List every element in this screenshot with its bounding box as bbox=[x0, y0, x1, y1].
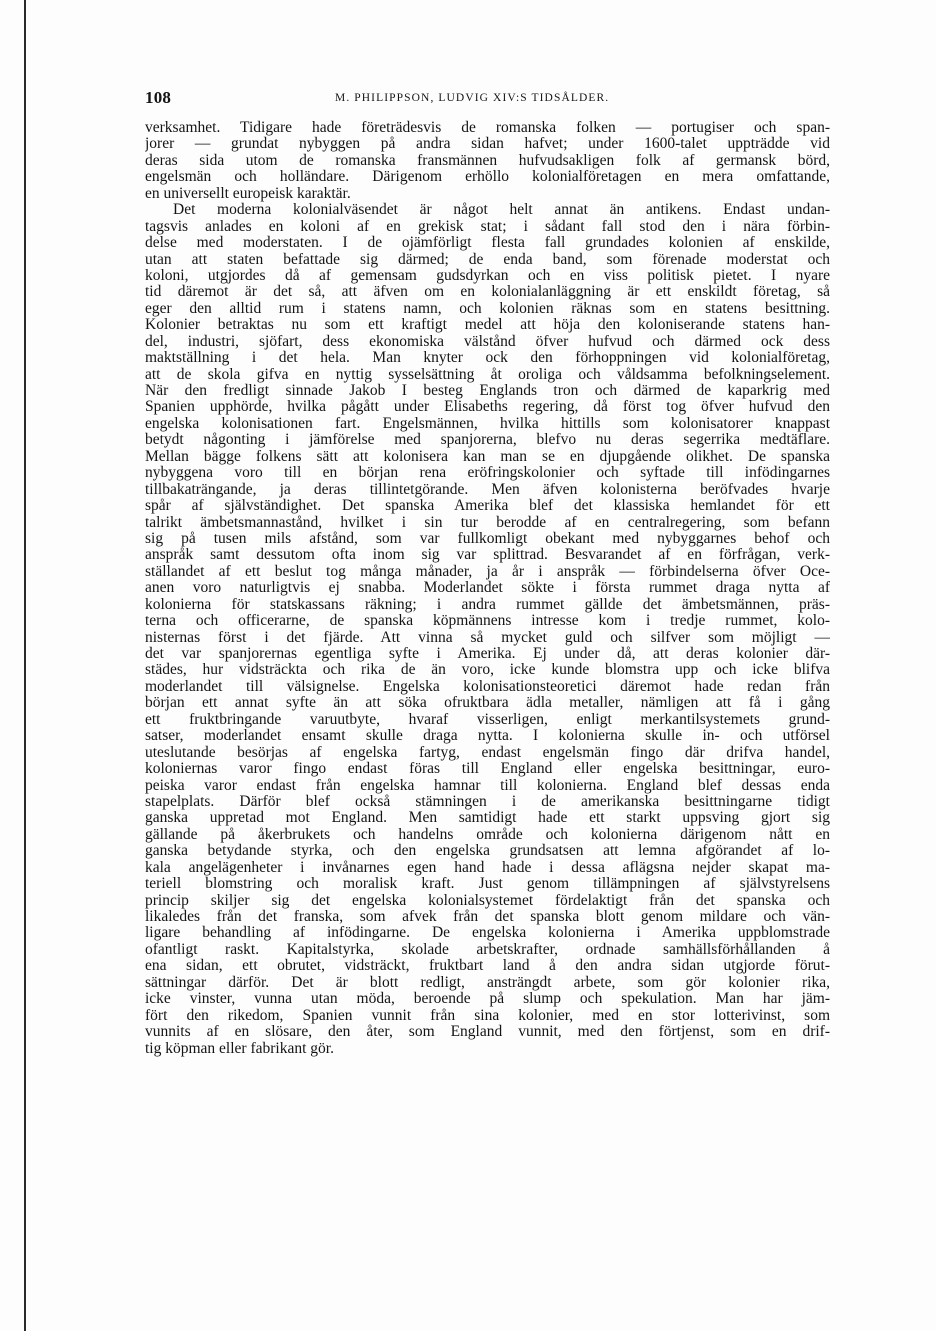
text-line: Kolonier betraktas nu som ett kraftigt medel att höja den koloniserande statens han- bbox=[145, 317, 830, 334]
body-text bbox=[145, 120, 830, 1057]
text-line: tig köpman eller fabrikant gör. bbox=[145, 1040, 334, 1057]
text-line: kala angelägenheter i invånarnes egen hand hade i dessa aflägsna nejder skapat ma- bbox=[145, 859, 830, 876]
running-head: M. PHILIPPSON, LUDVIG XIV:S TIDSÅLDER. bbox=[335, 92, 610, 104]
text-line: Spanien upphörde, hvilka pågått under Elisabeths regering, då först tog öfver hufvud den bbox=[145, 399, 830, 416]
text-line: nybyggena voro till en början rena eröfringskolonier och syftade till infödingarnes bbox=[145, 465, 830, 482]
text-line: början ett annat syfte än att söka ofruktbara ädla metaller, nämligen att få i gång bbox=[145, 695, 830, 712]
text-line: nisternas först i det fjärde. Att vinna så mycket guld och silfver som möjligt — bbox=[145, 629, 830, 646]
text-line: sig på tusen mils afstånd, som var fullkomligt obekant med nybyggarnes behof och bbox=[145, 530, 830, 547]
text-line: städes, hur vidsträckta och rika de än voro, icke kunde blomstra upp och icke blifva bbox=[145, 662, 830, 679]
text-line: verksamhet. Tidigare hade företrädesvis de romanska folken — portugiser och span- bbox=[145, 120, 830, 136]
text-line: sättningar därför. Det är blott redligt, ansträngdt arbete, som gör kolonier rika, bbox=[145, 974, 830, 991]
text-line: betydt någonting i jämförelse med spanjorerna, blefvo nu deras segerrika medtäflare. bbox=[145, 432, 830, 449]
text-line: delse med moderstaten. I de ojämförligt flesta fall grundades kolonien af enskilde, bbox=[145, 235, 830, 252]
paragraph bbox=[145, 202, 830, 1057]
paragraph bbox=[145, 120, 830, 202]
text-line: teriell blomstring och moralisk kraft. Just genom tillämpningen af självstyrelsens bbox=[145, 876, 830, 893]
text-line: det var spanjorernas egentliga syfte i Amerika. Ej under då, att deras kolonier där- bbox=[145, 646, 830, 662]
page-number: 108 bbox=[145, 88, 172, 107]
text-line: spår af självständighet. Det spanska Amerika blef det klassiska hemlandet för ett bbox=[145, 498, 830, 515]
text-line: ena sidan, ett obrutet, vidsträckt, fruktbart land å den andra sidan utgjorde förut- bbox=[145, 958, 830, 975]
text-line: stapelplats. Därför blef också stämningen i de amerikanska besittningarne tidigt bbox=[145, 793, 830, 810]
text-line: moderlandet till välsignelse. Engelska kolonisationsteoretici däremot hade redan från bbox=[145, 678, 830, 695]
text-line: likaledes från det franska, som afvek från det spanska blott genom mildare och vän- bbox=[145, 909, 830, 925]
text-line: princip skiljer sig det engelska kolonialsystemet fördelaktigt från det spanska och bbox=[145, 892, 830, 909]
text-line: icke vinster, vunna utan möda, beroende på slump och spekulation. Man har jäm- bbox=[145, 991, 830, 1008]
text-line: Det moderna kolonialväsendet är något helt annat än antikens. Endast undan- bbox=[173, 202, 830, 219]
text-line: ligare behandling af infödingarne. De engelska kolonierna i Amerika uppblomstrade bbox=[145, 925, 830, 942]
text-line: att de skola gifva en nyttig sysselsättning åt oroliga och våldsamma befolkningselement. bbox=[145, 366, 830, 383]
text-line: eger den alltid rum i statens namn, och kolonien räknas som en statens besittning. bbox=[145, 300, 830, 317]
text-line: ofantligt raskt. Kapitalstyrka, skolade arbetskrafter, ordnade samhällsförhållanden å bbox=[145, 941, 830, 958]
text-line: ganska uppretad mot England. Men samtidigt hade ett starkt uppsving gjort sig bbox=[145, 810, 830, 827]
text-line: engelska kolonisationen fart. Engelsmännen, hvilka hittills som kolonisatorer knappast bbox=[145, 415, 830, 432]
text-line: anspråk samt dessutom ofta inom sig var splittrad. Besvarandet af en förfrågan, verk- bbox=[145, 547, 830, 564]
text-line: utan att staten befattade sig därmed; de enda band, som förenade moderstat och bbox=[145, 251, 830, 268]
text-line: fört den rikedom, Spanien vunnit från sina kolonier, med en stor lotterivinst, som bbox=[145, 1007, 830, 1024]
text-line: tid däremot är det så, att äfven om en kolonialanläggning är ett enskildt företag, så bbox=[145, 284, 830, 301]
text-line: terna och officerarne, de spanska köpmännens intresse kom i tredje rummet, kolo- bbox=[145, 613, 830, 630]
text-line: maktställning i det hela. Man knyter ock den förhoppningen vid kolonialföretag, bbox=[145, 350, 830, 367]
text-line: satser, moderlandet ensamt skulle draga nytta. I kolonierna skulle in- och utförsel bbox=[145, 728, 830, 745]
text-line: del, industri, sjöfart, dess ekonomiska välstånd öfver hufvud och därmed ock dess bbox=[145, 333, 830, 350]
text-line: Mellan bägge folkens sätt att kolonisera kan man se en djupgående olikhet. De spanska bbox=[145, 448, 830, 465]
text-line: jorer — grundat nybyggen på andra sidan hafvet; under 1600-talet uppträdde vid bbox=[145, 136, 830, 153]
text-line: anen voro naturligtvis ej snabba. Moderlandet sökte i första rummet draga nytta af bbox=[145, 580, 830, 597]
text-line: ganska betydande styrka, och den engelska grundsatsen att lemna afgörandet af lo- bbox=[145, 843, 830, 860]
text-line: kolonierna för statskassans räkning; i andra rummet gällde det ämbetsmännen, präs- bbox=[145, 596, 830, 613]
scan-edge-line bbox=[24, 0, 26, 1331]
text-line: uteslutande besörjas af engelska fartyg, endast engelsmän fingo där drifva handel, bbox=[145, 744, 830, 761]
text-line: gällande på åkerbrukets och handelns område och kolonierna därigenom nått en bbox=[145, 826, 830, 843]
text-line: peiska varor endast från engelska hamnar till kolonierna. England blef dessas enda bbox=[145, 777, 830, 794]
text-line: talrikt ämbetsmannastånd, hvilket i sin tur berodde af en centralregering, som befann bbox=[145, 514, 830, 531]
text-line: tagsvis anlades en koloni af en grekisk stat; i sådant fall stod den i nära förbin- bbox=[145, 218, 830, 235]
text-line: vunnits af en slösare, den åter, som England vunnit, med den förtjenst, som en drif- bbox=[145, 1024, 830, 1041]
text-line: koloniernas varor fingo endast föras till England eller engelska besittningar, euro- bbox=[145, 761, 830, 778]
text-line: ett fruktbringande varuutbyte, hvaraf visserligen, enligt merkantilsystemets grund- bbox=[145, 711, 830, 728]
text-line: koloni, utgjordes då af gemensam gudsdyrkan och en viss politisk pietet. I nyare bbox=[145, 267, 830, 284]
text-line: När den fredligt sinnade Jakob I besteg Englands tron och därmed de kaparkrig med bbox=[145, 383, 830, 399]
text-line: tillbakaträngande, ja deras tillintetgörande. Men äfven kolonisterna beröfvades hvarje bbox=[145, 481, 830, 498]
text-line: engelsmän och holländare. Därigenom erhöllo kolonialföretagen en mera omfattande, bbox=[145, 169, 830, 186]
page-header bbox=[145, 88, 830, 110]
text-line: ställandet af ett beslut tog många månader, ja år i anspråk — förbindelserna öfver Oce- bbox=[145, 563, 830, 580]
text-line: deras sida utom de romanska fransmännen hufvudsakligen folk af germansk börd, bbox=[145, 152, 830, 169]
text-line: en universellt europeisk karaktär. bbox=[145, 185, 351, 202]
